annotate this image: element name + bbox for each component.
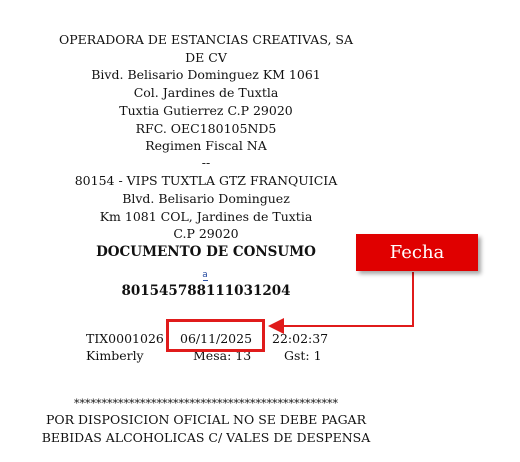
address-line1: Bivd. Belisario Dominguez KM 1061 [91, 67, 321, 82]
branch-cp-line: C.P 29020 [173, 226, 239, 241]
footer-notice-line1: POR DISPOSICION OFICIAL NO SE DEBE PAGAR [45, 412, 366, 427]
fecha-callout-label: Fecha [356, 234, 478, 271]
ticket-time: 22:02:37 [272, 331, 329, 346]
rfc-line: RFC. OEC180105ND5 [135, 121, 277, 136]
waiter-name: Kimberly [86, 348, 144, 363]
branch-address-line1: Blvd. Belisario Dominguez [122, 191, 290, 206]
company-name-line2: DE CV [185, 50, 227, 65]
separator: -- [201, 155, 211, 170]
guest-count: Gst: 1 [284, 348, 322, 363]
ticket-date: 06/11/2025 [180, 331, 253, 346]
regimen-line: Regimen Fiscal NA [145, 138, 267, 153]
text-cursor-underline [203, 280, 208, 281]
document-number: 801545788111031204 [121, 283, 291, 299]
company-name-line1: OPERADORA DE ESTANCIAS CREATIVAS, SA [59, 32, 353, 47]
date-highlight-box [166, 319, 265, 352]
branch-address-line2: Km 1081 COL, Jardines de Tuxtia [99, 209, 313, 224]
table-number: Mesa: 13 [193, 348, 252, 363]
stars-divider: ************************************************ [74, 397, 338, 410]
text-cursor-icon: a [202, 270, 208, 280]
branch-line: 80154 - VIPS TUXTLA GTZ FRANQUICIA [74, 173, 338, 188]
document-title: DOCUMENTO DE CONSUMO [96, 244, 316, 260]
footer-notice-line2: BEBIDAS ALCOHOLICAS C/ VALES DE DESPENSA [41, 430, 371, 445]
city-line: Tuxtia Gutierrez C.P 29020 [119, 103, 293, 118]
address-line2: Col. Jardines de Tuxtla [133, 85, 279, 100]
ticket-id: TIX0001026 [86, 331, 164, 346]
